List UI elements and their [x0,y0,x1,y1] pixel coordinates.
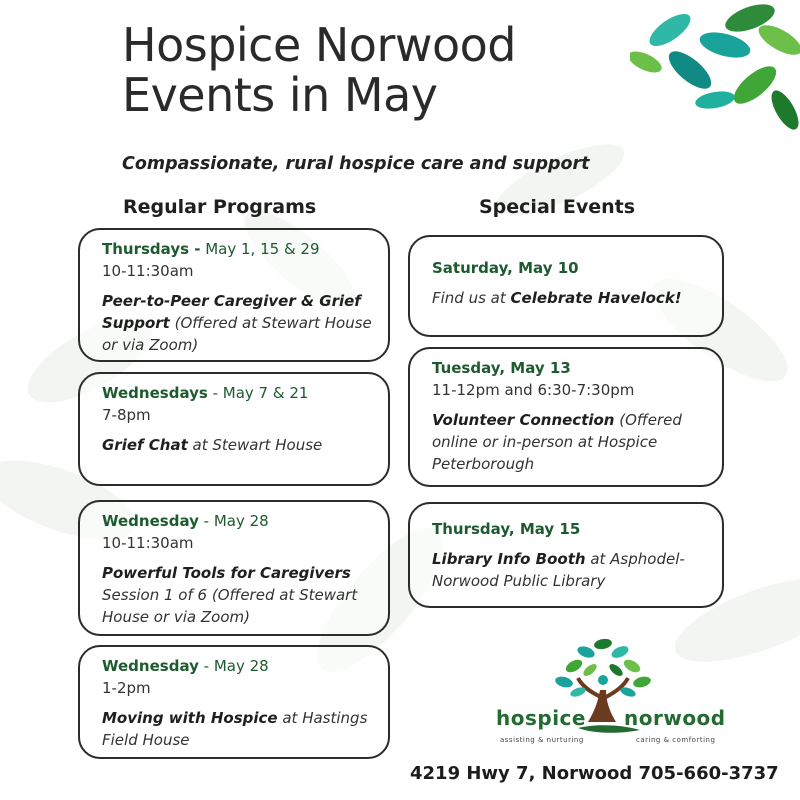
card-event-detail: at Asphodel-Norwood Public Library [432,550,685,590]
logo-subtitle-left: assisting & nurturing [500,736,584,744]
card-event-prefix: Find us at [432,289,511,307]
title-line-1: Hospice Norwood [122,18,516,72]
card-day: Thursday, May 15 [432,520,581,538]
card-day: Saturday, May 10 [432,259,579,277]
card-event-title: Grief Chat [102,436,188,454]
card-time: 11-12pm and 6:30-7:30pm [432,381,635,399]
card-time: 1-2pm [102,679,151,697]
special-events-heading: Special Events [479,196,636,218]
footer-address: 4219 Hwy 7, Norwood 705-660-3737 [410,763,779,784]
logo-word-norwood: norwood [624,706,726,730]
card-day: Wednesday [102,657,199,675]
card-event-detail: (Offered online or in-person at Hospice Peterborough [432,411,682,473]
card-event-title: Volunteer Connection [432,411,615,429]
card-event-title: Celebrate Havelock! [510,289,682,307]
program-card-grief-chat [78,372,390,486]
card-day: Wednesdays [102,384,208,402]
card-day: Tuesday, May 13 [432,359,571,377]
event-card-volunteer-connection [408,347,724,487]
card-event-detail: (Offered at Stewart House or via Zoom) [102,314,372,354]
logo-subtitle-right: caring & comforting [636,736,716,744]
card-time: 10-11:30am [102,262,194,280]
logo-word-hospice: hospice [496,706,586,730]
card-event-detail: at Hastings Field House [102,709,368,749]
card-event-title: Moving with Hospice [102,709,278,727]
card-day: Thursdays - [102,240,201,258]
card-day: Wednesday [102,512,199,530]
corner-leaves-decoration [630,0,800,135]
card-event-title: Library Info Booth [432,550,586,568]
program-card-moving-with-hospice [78,645,390,759]
event-card-celebrate-havelock [408,235,724,337]
page-title [122,20,516,120]
tagline: Compassionate, rural hospice care and support [122,154,590,174]
card-date: - May 7 & 21 [207,384,309,402]
card-time: 7-8pm [102,406,151,424]
card-time: 10-11:30am [102,534,194,552]
event-card-library-info-booth [408,502,724,608]
card-event-title: Powerful Tools for Caregivers [102,564,351,582]
hospice-norwood-logo-tree [490,630,730,750]
program-card-powerful-tools [78,500,390,636]
card-event-title: Peer-to-Peer Caregiver & Grief Support [102,292,361,332]
card-date: May 1, 15 & 29 [200,240,320,258]
title-line-2: Events in May [122,68,438,122]
card-date: - May 28 [198,657,269,675]
regular-programs-heading: Regular Programs [123,196,317,218]
card-date: - May 28 [198,512,269,530]
card-event-detail: Session 1 of 6 (Offered at Stewart House or via Zoom) [102,586,358,626]
program-card-peer-support [78,228,390,362]
card-event-detail: at Stewart House [187,436,323,454]
